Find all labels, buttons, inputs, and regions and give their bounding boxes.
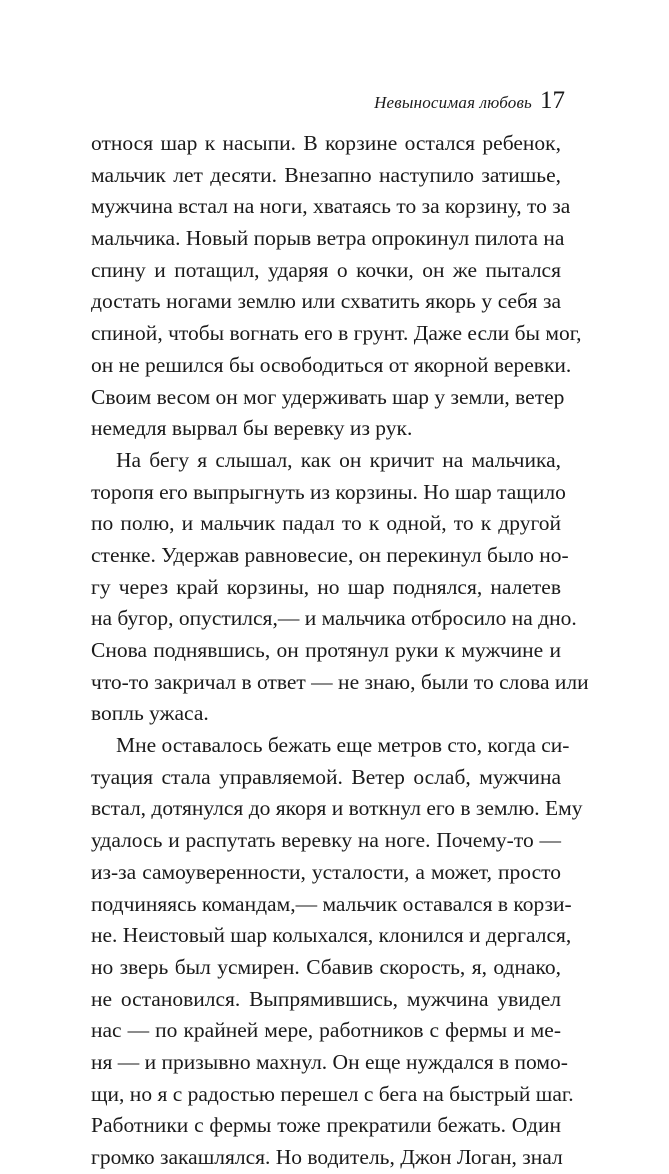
text-line: ня — и призывно махнул. Он еще нуждался в помо-: [91, 1049, 568, 1074]
text-line: он не решился бы освободиться от якорной веревки.: [91, 352, 572, 377]
text-line: гу через край корзины, но шар поднялся, налетев: [91, 574, 561, 599]
text-line: что-то закричал в ответ — не знаю, были то слова или: [91, 669, 589, 694]
text-line: мальчика. Новый порыв ветра опрокинул пилота на: [91, 226, 565, 251]
text-line: торопя его выпрыгнуть из корзины. Но шар тащило: [91, 479, 566, 504]
text-line: мальчик лет десяти. Внезапно наступило затишье,: [91, 162, 561, 187]
text-line: щи, но я с радостью перешел с бега на быстрый шаг.: [91, 1081, 574, 1106]
body-text: [91, 128, 589, 1174]
text-line: немедля вырвал бы веревку из рук.: [91, 416, 413, 441]
text-line: спину и потащил, ударяя о кочки, он же пытался: [91, 257, 561, 282]
text-line: относя шар к насыпи. В корзине остался ребенок,: [91, 131, 561, 155]
text-line: достать ногами землю или схватить якорь у себя за: [91, 289, 561, 314]
running-title: Невыносимая любовь: [374, 93, 532, 112]
text-line: мужчина встал на ноги, хватаясь то за корзину, то за: [91, 194, 571, 219]
text-line: удалось и распутать веревку на ноге. Почему-то —: [91, 828, 561, 853]
text-line: не. Неистовый шар колыхался, клонился и дергался,: [91, 923, 572, 948]
text-line: Снова поднявшись, он протянул руки к мужчине и: [91, 638, 561, 662]
text-line: по полю, и мальчик падал то к одной, то к другой: [91, 511, 561, 536]
text-line: На бегу я слышал, как он кричит на мальчика,: [116, 447, 561, 472]
text-line: нас — по крайней мере, работников с фермы и ме-: [91, 1018, 561, 1043]
text-line: подчиняясь командам,— мальчик оставался в корзи-: [91, 891, 572, 916]
text-line: стенке. Удержав равновесие, он перекинул было но-: [91, 542, 569, 567]
text-line: из-за самоуверенности, усталости, а может, просто: [91, 859, 561, 884]
text-line: туация стала управляемой. Ветер ослаб, мужчина: [91, 764, 561, 789]
text-line: Работники с фермы тоже прекратили бежать. Один: [91, 1113, 561, 1138]
text-line: вопль ужаса.: [91, 701, 209, 726]
text-line: но зверь был усмирен. Сбавив скорость, я, однако,: [91, 954, 561, 979]
text-line: спиной, чтобы вогнать его в грунт. Даже если бы мог,: [91, 321, 582, 346]
text-line: Своим весом он мог удерживать шар у земли, ветер: [91, 384, 565, 409]
running-head: [374, 88, 565, 113]
page-number: 17: [540, 87, 565, 114]
text-line: на бугор, опустился,— и мальчика отбросило на дно.: [91, 606, 577, 631]
text-line: встал, дотянулся до якоря и воткнул его в землю. Ему: [91, 796, 583, 821]
text-line: громко закашлялся. Но водитель, Джон Логан, знал: [91, 1145, 563, 1169]
text-line: не остановился. Выпрямившись, мужчина увидел: [91, 986, 561, 1011]
text-line: Мне оставалось бежать еще метров сто, когда си-: [116, 733, 570, 758]
